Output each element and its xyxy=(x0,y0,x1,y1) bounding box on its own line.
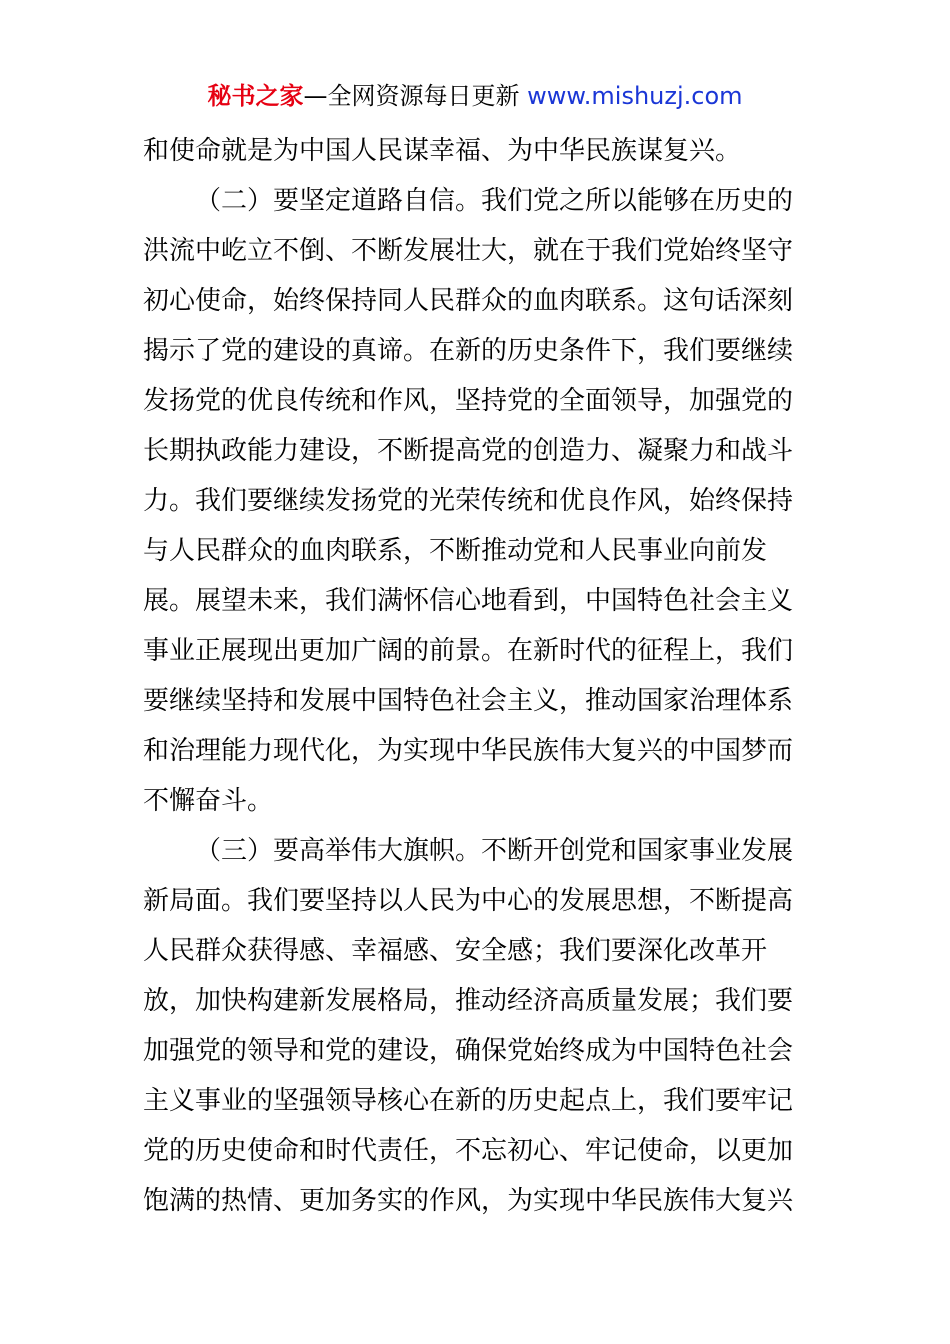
site-url[interactable]: www.mishuzj.com xyxy=(527,82,743,110)
page-header xyxy=(0,79,950,113)
text-line: 和使命就是为中国人民谋幸福、为中华民族谋复兴。 xyxy=(143,136,742,166)
text-line: 展。展望未来，我们满怀信心地看到，中国特色社会主义 xyxy=(143,586,794,616)
text-line: 力。我们要继续发扬党的光荣传统和优良作风，始终保持 xyxy=(143,486,794,516)
text-line: 与人民群众的血肉联系，不断推动党和人民事业向前发 xyxy=(143,536,768,566)
text-line: 放，加快构建新发展格局，推动经济高质量发展；我们要 xyxy=(143,986,794,1016)
text-line: 不懈奋斗。 xyxy=(143,786,274,816)
text-line: 初心使命，始终保持同人民群众的血肉联系。这句话深刻 xyxy=(143,286,794,316)
paragraph-2-start: （二）要坚定道路自信。我们党之所以能够在历史的 xyxy=(195,186,794,216)
site-tagline: —全网资源每日更新 xyxy=(303,82,520,110)
text-line: 加强党的领导和党的建设，确保党始终成为中国特色社会 xyxy=(143,1036,794,1066)
text-line: 事业正展现出更加广阔的前景。在新时代的征程上，我们 xyxy=(143,636,794,666)
text-line: 人民群众获得感、幸福感、安全感；我们要深化改革开 xyxy=(143,936,768,966)
text-line: 揭示了党的建设的真谛。在新的历史条件下，我们要继续 xyxy=(143,336,794,366)
text-line: 发扬党的优良传统和作风，坚持党的全面领导，加强党的 xyxy=(143,386,794,416)
document-body xyxy=(143,126,813,1226)
text-line: 主义事业的坚强领导核心在新的历史起点上，我们要牢记 xyxy=(143,1086,794,1116)
site-brand: 秘书之家 xyxy=(207,82,304,110)
text-line: 长期执政能力建设，不断提高党的创造力、凝聚力和战斗 xyxy=(143,436,794,466)
text-line: 新局面。我们要坚持以人民为中心的发展思想，不断提高 xyxy=(143,886,794,916)
text-line: 和治理能力现代化，为实现中华民族伟大复兴的中国梦而 xyxy=(143,736,794,766)
text-line: 饱满的热情、更加务实的作风，为实现中华民族伟大复兴 xyxy=(143,1186,794,1216)
paragraph-3-start: （三）要高举伟大旗帜。不断开创党和国家事业发展 xyxy=(195,836,794,866)
text-line: 要继续坚持和发展中国特色社会主义，推动国家治理体系 xyxy=(143,686,794,716)
text-line: 洪流中屹立不倒、不断发展壮大，就在于我们党始终坚守 xyxy=(143,236,794,266)
text-line: 党的历史使命和时代责任，不忘初心、牢记使命，以更加 xyxy=(143,1136,794,1166)
